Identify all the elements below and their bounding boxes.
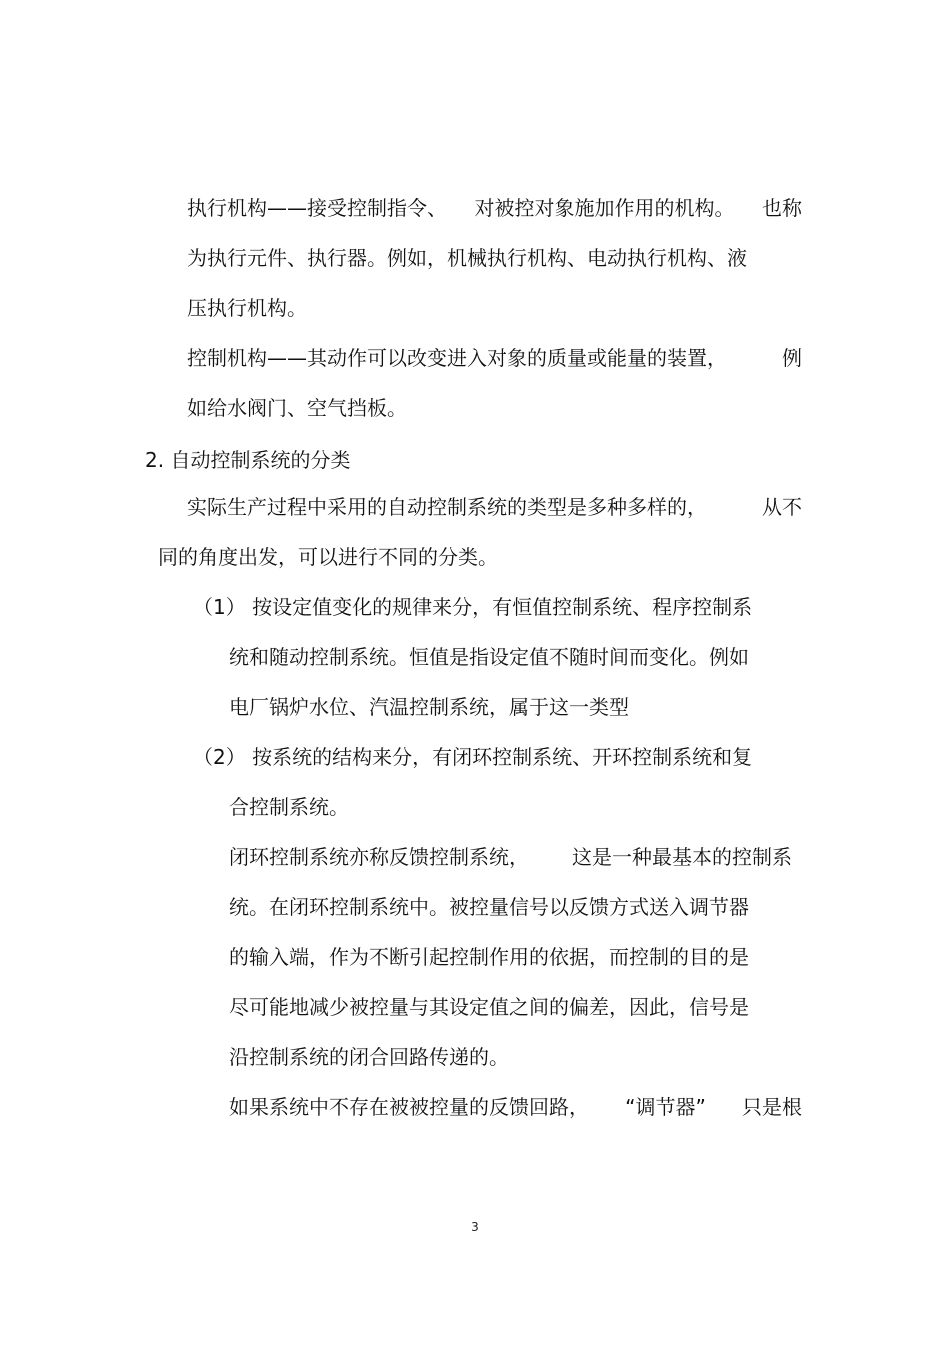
text-line: 合控制系统。 <box>229 795 349 819</box>
text-line: 电厂锅炉水位、汽温控制系统，属于这一类型 <box>229 695 629 719</box>
page-number: 3 <box>471 1220 479 1234</box>
text-line: （2） 按系统的结构来分，有闭环控制系统、开环控制系统和复 <box>193 745 753 769</box>
text-line: 为执行元件、执行器。例如，机械执行机构、电动执行机构、液 <box>187 246 747 270</box>
text-segment: 对被控对象施加作用的机构。 <box>474 196 735 220</box>
text-segment: 实际生产过程中采用的自动控制系统的类型是多种多样的， <box>187 495 707 519</box>
text-line: 压执行机构。 <box>187 296 307 320</box>
text-line: 尽可能地减少被控量与其设定值之间的偏差，因此，信号是 <box>229 995 749 1019</box>
text-line <box>229 1093 802 1121</box>
text-segment: 如果系统中不存在被被控量的反馈回路， <box>229 1095 589 1119</box>
text-line <box>229 843 792 871</box>
text-segment: 执行机构——接受控制指令、 <box>187 196 447 220</box>
text-line <box>187 493 802 521</box>
text-segment: “调节器” <box>625 1095 706 1119</box>
text-line <box>187 344 802 372</box>
text-line: 如给水阀门、空气挡板。 <box>187 396 407 420</box>
section-heading: 2. 自动控制系统的分类 <box>145 448 351 472</box>
text-segment: 控制机构——其动作可以改变进入对象的质量或能量的装置， <box>187 346 727 370</box>
text-segment: 例 <box>782 346 802 370</box>
text-line <box>187 194 802 222</box>
text-line: 沿控制系统的闭合回路传递的。 <box>229 1045 509 1069</box>
text-segment: 闭环控制系统亦称反馈控制系统， <box>229 845 529 869</box>
text-segment: 从不 <box>762 495 802 519</box>
text-line: 统。在闭环控制系统中。被控量信号以反馈方式送入调节器 <box>229 895 749 919</box>
text-line: 的输入端，作为不断引起控制作用的依据，而控制的目的是 <box>229 945 749 969</box>
text-segment: 只是根 <box>741 1095 802 1119</box>
text-line: （1） 按设定值变化的规律来分，有恒值控制系统、程序控制系 <box>193 595 753 619</box>
text-line: 同的角度出发，可以进行不同的分类。 <box>158 545 498 569</box>
text-segment: 这是一种最基本的控制系 <box>572 845 792 869</box>
text-segment: 也称 <box>762 196 802 220</box>
text-line: 统和随动控制系统。恒值是指设定值不随时间而变化。例如 <box>229 645 749 669</box>
